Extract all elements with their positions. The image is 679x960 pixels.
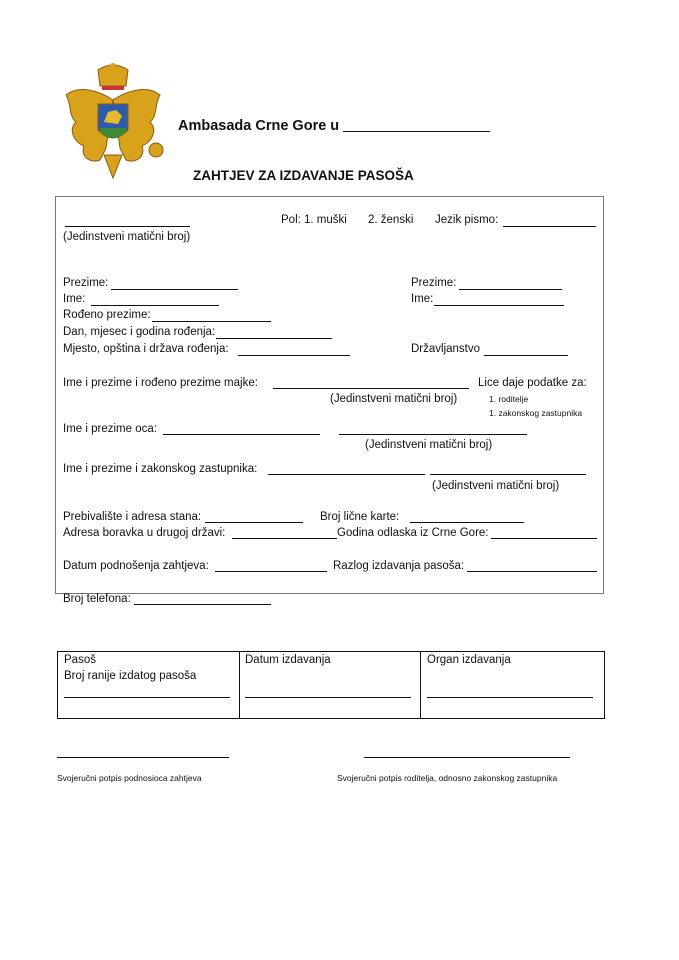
provider-option-parents[interactable]: 1. roditelje — [489, 394, 529, 404]
surname-label: Prezime: — [63, 277, 109, 289]
father-jmb-field[interactable] — [339, 434, 527, 435]
data-provider-label: Lice daje podatke za: — [478, 377, 587, 389]
reason-field[interactable] — [467, 571, 597, 572]
guardian-jmb-caption: (Jedinstveni matični broj) — [432, 480, 560, 492]
citizenship-field[interactable] — [484, 355, 568, 356]
submission-date-field[interactable] — [215, 571, 327, 572]
father-label: Ime i prezime oca: — [63, 423, 157, 435]
embassy-city-field[interactable] — [343, 131, 490, 132]
father-field[interactable] — [163, 434, 320, 435]
language-label: Jezik pismo: — [435, 214, 499, 226]
birth-surname-label: Rođeno prezime: — [63, 309, 151, 321]
guardian-jmb-field[interactable] — [430, 474, 586, 475]
issue-date-header: Datum izdavanja — [245, 654, 331, 666]
issue-date-field[interactable] — [245, 697, 411, 698]
jmb-field[interactable] — [65, 226, 190, 227]
coat-of-arms-emblem — [58, 60, 168, 182]
previous-passport-number-label: Broj ranije izdatog pasoša — [64, 670, 197, 682]
applicant-signature-caption: Svojeručni potpis podnosioca zahtjeva — [57, 773, 202, 783]
name-label: Ime: — [63, 293, 86, 305]
gender-option-male[interactable]: Pol: 1. muški — [281, 214, 347, 226]
residence-field[interactable] — [205, 522, 303, 523]
form-title: ZAHTJEV ZA IZDAVANJE PASOŠA — [193, 168, 414, 183]
departure-year-label: Godina odlaska iz Crne Gore: — [337, 527, 489, 539]
birth-surname-field[interactable] — [152, 321, 271, 322]
previous-passport-table — [57, 651, 605, 719]
reason-label: Razlog izdavanja pasoša: — [333, 560, 465, 572]
provider-option-guardian[interactable]: 1. zakonskog zastupnika — [489, 408, 583, 418]
foreign-address-field[interactable] — [232, 538, 337, 539]
guardian-label: Ime i prezime i zakonskog zastupnika: — [63, 463, 258, 475]
birth-place-label: Mjesto, opština i država rođenja: — [63, 343, 229, 355]
birth-date-label: Dan, mjesec i godina rođenja: — [63, 326, 216, 338]
guardian-field[interactable] — [268, 474, 425, 475]
birth-place-field[interactable] — [238, 355, 350, 356]
gender-option-female[interactable]: 2. ženski — [368, 214, 414, 226]
parent-signature-caption: Svojeručni potpis roditelja, odnosno zakonskog zastupnika — [337, 773, 558, 783]
passport-header: Pasoš — [64, 654, 96, 666]
surname2-label: Prezime: — [411, 277, 457, 289]
father-jmb-caption: (Jedinstveni matični broj) — [365, 439, 493, 451]
parent-signature-field[interactable] — [364, 757, 570, 758]
surname2-field[interactable] — [459, 289, 562, 290]
name2-field[interactable] — [434, 305, 564, 306]
residence-label: Prebivalište i adresa stana: — [63, 511, 202, 523]
issuing-authority-field[interactable] — [427, 697, 593, 698]
phone-field[interactable] — [134, 604, 271, 605]
id-card-label: Broj lične karte: — [320, 511, 400, 523]
citizenship-label: Državljanstvo — [411, 343, 481, 355]
departure-year-field[interactable] — [491, 538, 597, 539]
surname-field[interactable] — [111, 289, 238, 290]
jmb-caption: (Jedinstveni matični broj) — [63, 231, 191, 243]
foreign-address-label: Adresa boravka u drugoj državi: — [63, 527, 226, 539]
name2-label: Ime: — [411, 293, 434, 305]
submission-date-label: Datum podnošenja zahtjeva: — [63, 560, 209, 572]
mother-jmb-caption: (Jedinstveni matični broj) — [330, 393, 458, 405]
issuing-authority-header: Organ izdavanja — [427, 654, 511, 666]
language-field[interactable] — [503, 226, 596, 227]
embassy-label: Ambasada Crne Gore u — [178, 118, 340, 134]
applicant-signature-field[interactable] — [57, 757, 229, 758]
birth-date-field[interactable] — [216, 338, 332, 339]
name-field[interactable] — [91, 305, 219, 306]
previous-passport-number-field[interactable] — [64, 697, 230, 698]
id-card-field[interactable] — [410, 522, 524, 523]
mother-label: Ime i prezime i rođeno prezime majke: — [63, 377, 258, 389]
phone-label: Broj telefona: — [63, 593, 131, 605]
mother-field[interactable] — [273, 388, 469, 389]
